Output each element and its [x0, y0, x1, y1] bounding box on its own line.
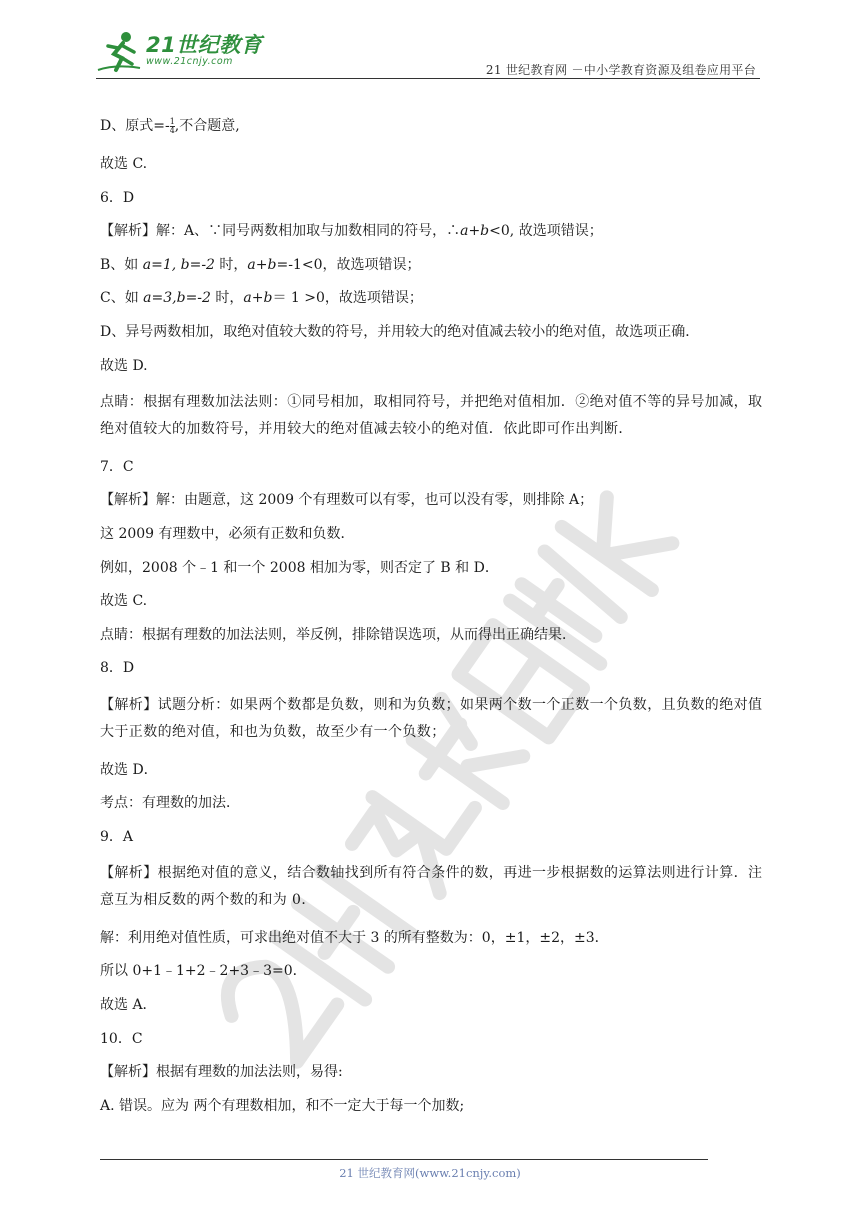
q7-analysis: 【解析】解：由题意，这 2009 个有理数可以有零，也可以没有零，则排除 A；: [100, 492, 594, 509]
q6-analysis-a: 【解析】解：A、∵同号两数相加取与加数相同的符号，∴a+b<0, 故选项错误；: [100, 223, 603, 240]
q10-answer: 10．C: [100, 1030, 143, 1047]
q9-analysis: 【解析】根据绝对值的意义，结合数轴找到所有符合条件的数，再进一步根据数的运算法则进行计算．注意互为相反数的两个数的和为 0．: [100, 865, 763, 909]
q8-choose: 故选 D．: [100, 761, 158, 778]
q6-choose: 故选 D.: [100, 357, 148, 374]
q9-answer: 9．A: [100, 828, 134, 845]
page-header: [96, 30, 760, 80]
q6-answer: 6．D: [100, 189, 135, 206]
q7-comment: 点睛：根据有理数的加法法则，举反例，排除错误选项，从而得出正确结果．: [100, 626, 576, 643]
header-divider: [96, 78, 760, 79]
q7-line-2: 这 2009 有理数中，必须有正数和负数．: [100, 525, 355, 542]
q7-line-3: 例如，2008 个﹣1 和一个 2008 相加为零，则否定了 B 和 D．: [100, 559, 499, 576]
q6-comment: 点睛：根据有理数加法法则：①同号相加，取相同符号，并把绝对值相加．②绝对值不等的异号加减，取绝对值较大的加数符号，并用较大的绝对值减去较小的绝对值．依此即可作出判断．: [100, 394, 763, 438]
q7-answer: 7．C: [100, 458, 134, 475]
q5-option-d: D、原式=- $\frac{1}{4}$ ,不合题意,: [100, 116, 240, 135]
footer-divider: [100, 1159, 708, 1160]
runner-logo-icon: [96, 30, 144, 74]
header-tagline: 21 世纪教育网 －中小学教育资源及组卷应用平台: [485, 63, 756, 77]
q8-analysis: 【解析】试题分析：如果两个数都是负数，则和为负数；如果两个数一个正数一个负数，且负数的绝对值大于正数的绝对值，和也为负数，故至少有一个负数；: [100, 696, 763, 740]
q9-solution: 解：利用绝对值性质，可求出绝对值不大于 3 的所有整数为：0，±1，±2，±3．: [100, 929, 609, 946]
q7-choose: 故选 C.: [100, 593, 148, 610]
q5-choose: 故选 C.: [100, 156, 148, 172]
q10-analysis: 【解析】根据有理数的加法法则，易得:: [100, 1064, 343, 1081]
site-logo: [96, 30, 262, 80]
page-footer: 21 世纪教育网(www.21cnjy.com): [339, 1166, 521, 1180]
fraction: $\frac{1}{4}$: [169, 116, 175, 135]
q8-answer: 8．D: [100, 660, 135, 677]
q9-sum: 所以 0+1﹣1+2﹣2+3﹣3=0．: [100, 963, 307, 980]
document-body: [100, 116, 765, 1129]
logo-wordmark: 21世纪教育: [146, 33, 263, 57]
logo-url: www.21cnjy.com: [146, 56, 233, 67]
q9-choose: 故选 A．: [100, 997, 157, 1014]
q6-option-b: B、如 a=1, b=-2 时，a+b=-1<0，故选项错误；: [100, 256, 421, 273]
q6-option-c: C、如 a=3,b=-2 时，a+b＝ 1 >0，故选项错误；: [100, 290, 423, 307]
q10-option-a: A. 错误。应为 两个有理数相加，和不一定大于每一个加数;: [100, 1097, 465, 1114]
q8-topic: 考点：有理数的加法．: [100, 795, 240, 812]
q6-option-d: D、异号两数相加，取绝对值较大数的符号，并用较大的绝对值减去较小的绝对值，故选项正确．: [100, 323, 700, 340]
